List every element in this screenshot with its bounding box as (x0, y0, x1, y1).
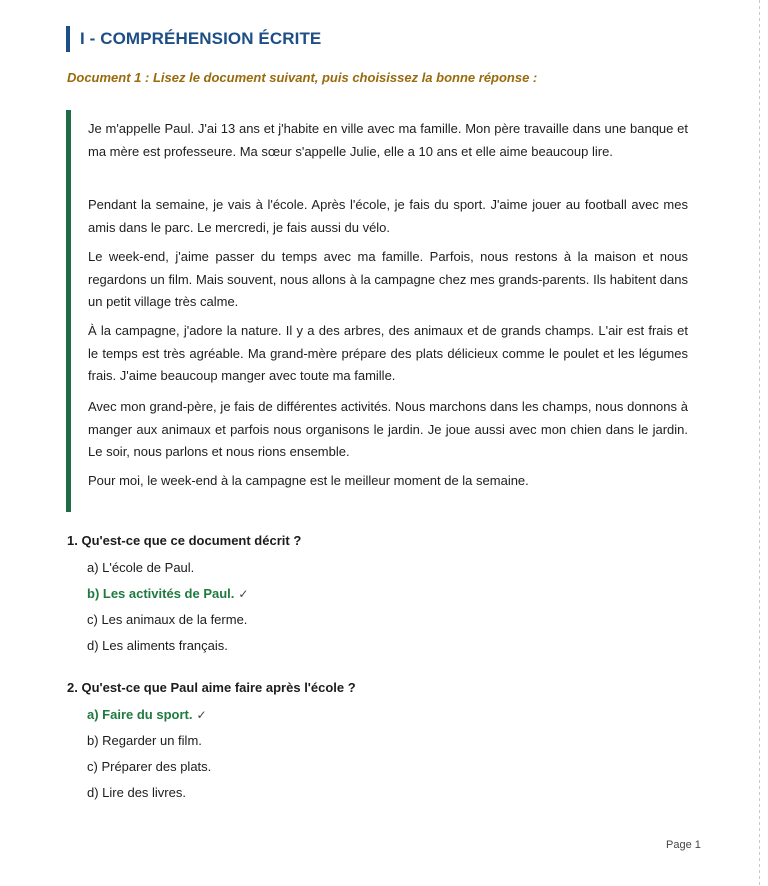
passage-paragraph: Je m'appelle Paul. J'ai 13 ans et j'habite en ville avec ma famille. Mon père travaille dans une banque et ma mère est professeure. Ma sœur s'appelle Julie, elle a 10 ans et elle aime beaucoup lire. (88, 121, 688, 159)
section-header (66, 26, 321, 52)
option-label: b) Les activités de Paul. (87, 586, 235, 601)
option-label: c) Préparer des plats. (87, 759, 212, 774)
option-label: d) Les aliments français. (87, 638, 228, 653)
passage-paragraph: Avec mon grand-père, je fais de différentes activités. Nous marchons dans les champs, nous donnons à manger aux animaux et parfois nous organisons le jardin. Je joue aussi avec mon chien dans le jardin. Le soir, nous parlons et nous rions ensemble. (88, 399, 688, 459)
page-number: Page 1 (666, 839, 701, 851)
option-label: a) L'école de Paul. (87, 560, 195, 575)
question-1: 1. Qu'est-ce que ce document décrit ? (67, 533, 302, 548)
section-title: I - COMPRÉHENSION ÉCRITE (80, 29, 322, 48)
question-2-option-c[interactable] (87, 759, 211, 774)
reading-passage (66, 110, 691, 512)
section-accent-bar (66, 26, 70, 52)
question-1-option-a[interactable] (87, 560, 194, 575)
passage-paragraph: Pour moi, le week-end à la campagne est le meilleur moment de la semaine. (88, 473, 529, 488)
page-edge-divider (759, 0, 760, 886)
question-1-option-b[interactable] (87, 586, 248, 601)
check-icon: ✓ (196, 708, 207, 722)
document-instruction: Document 1 : Lisez le document suivant, puis choisissez la bonne réponse : (67, 70, 538, 85)
question-2-option-b[interactable] (87, 733, 202, 748)
option-label: d) Lire des livres. (87, 785, 186, 800)
question-2-option-a[interactable] (87, 707, 207, 722)
question-1-option-d[interactable] (87, 638, 228, 653)
option-label: c) Les animaux de la ferme. (87, 612, 248, 627)
passage-paragraph: Le week-end, j'aime passer du temps avec ma famille. Parfois, nous restons à la maison et nous regardons un film. Mais souvent, nous allons à la campagne chez mes grands-parents. Ils habitent dans un petit village très calme. (88, 249, 688, 309)
question-2-option-d[interactable] (87, 785, 186, 800)
question-2: 2. Qu'est-ce que Paul aime faire après l'école ? (67, 680, 356, 695)
passage-paragraph: Pendant la semaine, je vais à l'école. Après l'école, je fais du sport. J'aime jouer au football avec mes amis dans le parc. Le mercredi, je fais aussi du vélo. (88, 197, 688, 235)
passage-paragraph: À la campagne, j'adore la nature. Il y a des arbres, des animaux et de grands champs. L'air est frais et le temps est très agréable. Ma grand-mère prépare des plats délicieux comme le poulet et les légumes frais. J'aime beaucoup manger avec toute ma famille. (88, 323, 688, 383)
question-1-option-c[interactable] (87, 612, 247, 627)
option-label: a) Faire du sport. (87, 707, 193, 722)
check-icon: ✓ (238, 587, 249, 601)
option-label: b) Regarder un film. (87, 733, 202, 748)
